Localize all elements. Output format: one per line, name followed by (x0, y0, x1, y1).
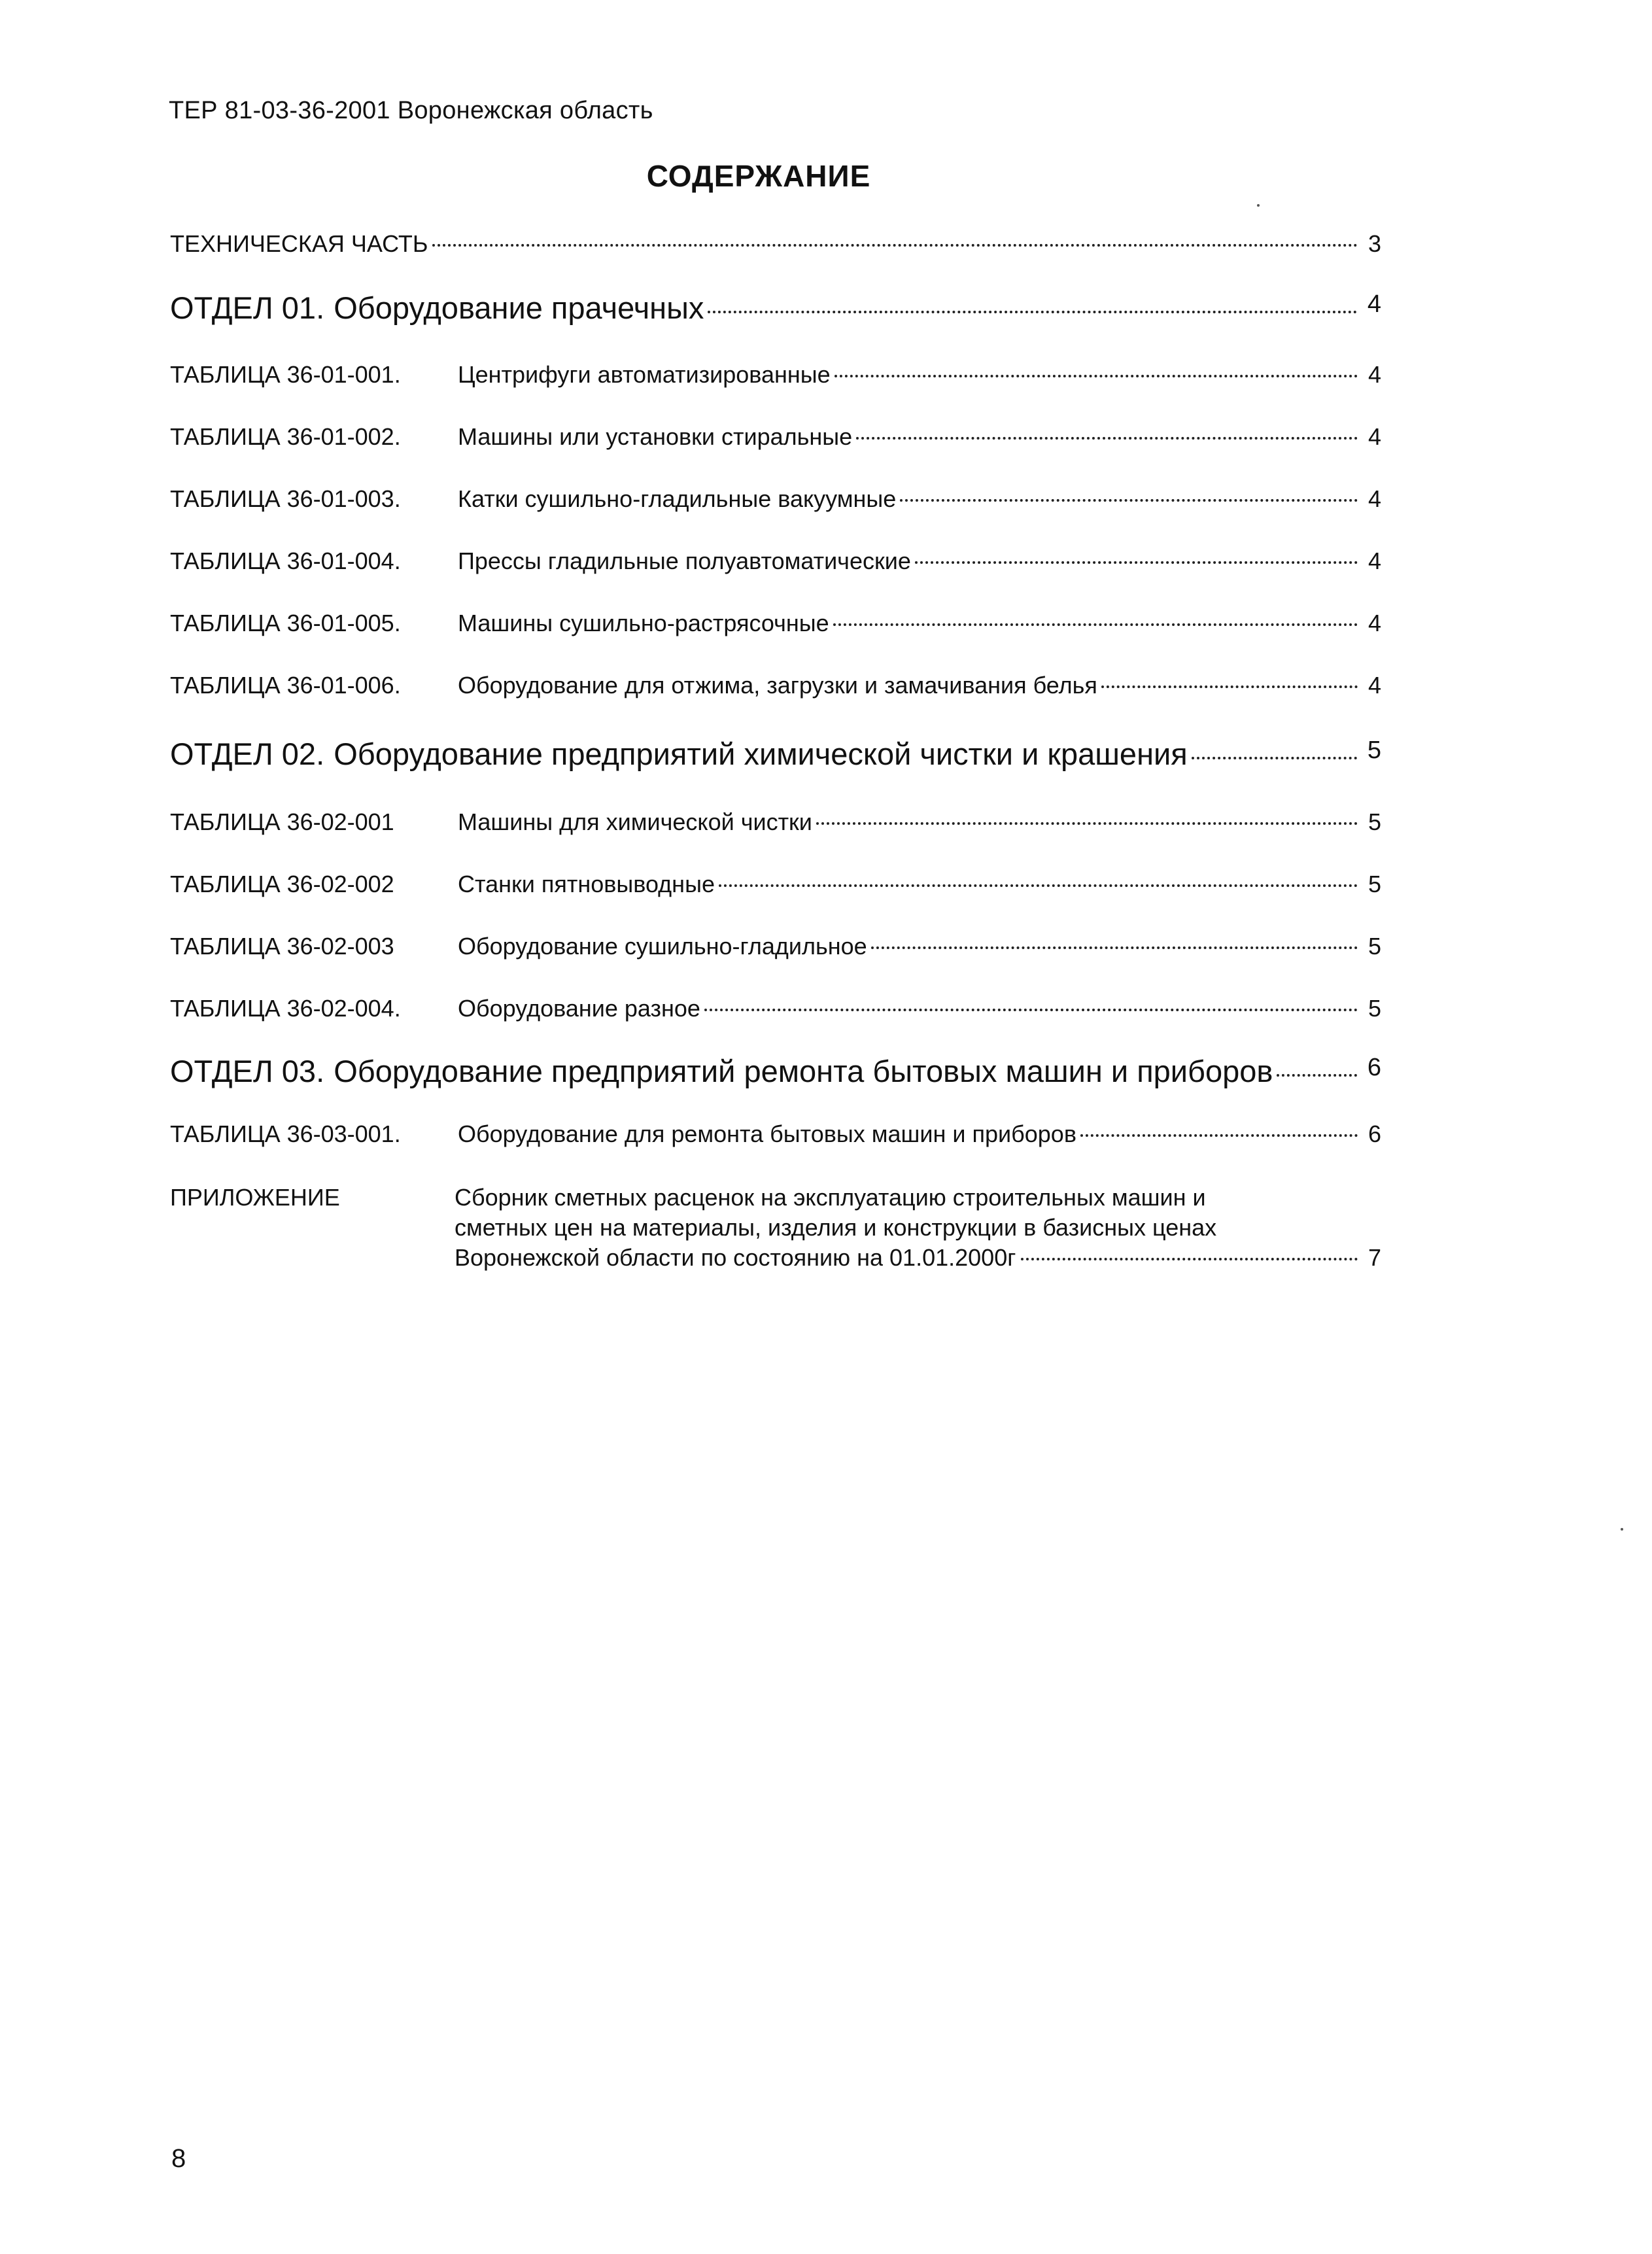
toc-entry-name: Прессы гладильные полуавтоматические (458, 547, 911, 574)
toc-entry-36-02-003[interactable] (170, 933, 1381, 960)
scan-speck (1257, 204, 1260, 207)
toc-table-code: ТАБЛИЦА 36-01-003. (170, 485, 401, 512)
toc-entry-technical-part[interactable] (170, 230, 1381, 258)
toc-entry-name: Катки сушильно-гладильные вакуумные (458, 485, 897, 512)
dot-leader (833, 623, 1358, 626)
toc-entry-page: 5 (1368, 871, 1381, 897)
toc-entry-name: Машины или установки стиральные (458, 423, 853, 450)
toc-entry-page: 5 (1368, 808, 1381, 835)
toc-entry-page: 4 (1368, 423, 1381, 450)
toc-appendix[interactable] (170, 1183, 1381, 1273)
toc-entry-page: 4 (1367, 290, 1381, 318)
toc-table-code: ТАБЛИЦА 36-02-002 (170, 871, 394, 897)
toc-entry-name: Оборудование разное (458, 995, 700, 1022)
toc-entry-page: 4 (1368, 485, 1381, 512)
toc-entry-page: 3 (1368, 230, 1381, 257)
dot-leader (719, 884, 1358, 887)
toc-entry-name: Оборудование для ремонта бытовых машин и приборов (458, 1120, 1076, 1147)
toc-entry-36-01-005[interactable] (170, 610, 1381, 637)
toc-table-code: ТАБЛИЦА 36-02-003 (170, 933, 394, 960)
dot-leader (432, 244, 1358, 247)
toc-entry-name: Станки пятновыводные (458, 871, 715, 897)
toc-section-03[interactable] (170, 1053, 1381, 1089)
toc-table-code: ТАБЛИЦА 36-01-005. (170, 610, 401, 636)
dot-leader (704, 1009, 1358, 1011)
toc-table-code: ТАБЛИЦА 36-02-001 (170, 808, 394, 835)
appendix-last-line (455, 1243, 1381, 1273)
toc-entry-name: Машины сушильно-растрясочные (458, 610, 829, 636)
toc-entry-36-03-001[interactable] (170, 1120, 1381, 1148)
toc-entry-name: Оборудование сушильно-гладильное (458, 933, 867, 960)
page-number: 8 (171, 2144, 186, 2173)
dot-leader (835, 375, 1358, 377)
appendix-label: ПРИЛОЖЕНИЕ (170, 1184, 340, 1211)
dot-leader (915, 561, 1358, 564)
dot-leader (708, 311, 1356, 313)
toc-section-code: ОТДЕЛ 02. (170, 737, 325, 771)
toc-entry-36-01-001[interactable] (170, 361, 1381, 389)
toc-section-01[interactable] (170, 290, 1381, 326)
toc-entry-page: 4 (1368, 610, 1381, 636)
toc-entry-page: 4 (1368, 547, 1381, 574)
toc-entry-name: Оборудование предприятий химической чистки и крашения (334, 737, 1188, 771)
toc-entry-page: 6 (1367, 1054, 1381, 1081)
appendix-line: сметных цен на материалы, изделия и конструкции в базисных ценах (455, 1214, 1217, 1241)
toc-entry-name: ТЕХНИЧЕСКАЯ ЧАСТЬ (170, 230, 428, 257)
toc-entry-36-01-003[interactable] (170, 485, 1381, 513)
toc-entry-36-02-004[interactable] (170, 995, 1381, 1022)
dot-leader (816, 822, 1358, 825)
toc-entry-page: 5 (1368, 933, 1381, 960)
dot-leader (1277, 1074, 1357, 1077)
toc-entry-page: 4 (1368, 672, 1381, 699)
toc-table-code: ТАБЛИЦА 36-01-006. (170, 672, 401, 699)
dot-leader (900, 499, 1358, 502)
toc-entry-name: Оборудование предприятий ремонта бытовых машин и приборов (334, 1054, 1273, 1088)
dot-leader (1080, 1134, 1358, 1137)
toc-entry-page: 4 (1368, 361, 1381, 388)
toc-table-code: ТАБЛИЦА 36-01-001. (170, 361, 401, 388)
toc-entry-page: 6 (1368, 1120, 1381, 1147)
toc-entry-36-01-004[interactable] (170, 547, 1381, 575)
page-title: СОДЕРЖАНИЕ (646, 159, 871, 193)
dot-leader (1021, 1258, 1358, 1260)
toc-section-code: ОТДЕЛ 03. (170, 1054, 325, 1088)
toc-entry-36-02-001[interactable] (170, 808, 1381, 836)
dot-leader (1192, 757, 1357, 759)
toc-entry-name: Центрифуги автоматизированные (458, 361, 831, 388)
toc-entry-page: 5 (1367, 737, 1381, 764)
dot-leader (871, 946, 1358, 949)
scan-speck (1621, 1528, 1623, 1531)
toc-table-code: ТАБЛИЦА 36-01-002. (170, 423, 401, 450)
appendix-page: 7 (1368, 1244, 1381, 1271)
toc-table-code: ТАБЛИЦА 36-01-004. (170, 547, 401, 574)
document-header: ТЕР 81-03-36-2001 Воронежская область (169, 97, 653, 124)
appendix-line: Сборник сметных расценок на эксплуатацию строительных машин и (455, 1184, 1206, 1211)
toc-entry-name: Оборудование прачечных (334, 290, 704, 325)
toc-entry-name: Машины для химической чистки (458, 808, 812, 835)
toc-section-code: ОТДЕЛ 01. (170, 290, 325, 325)
toc-entry-36-01-002[interactable] (170, 423, 1381, 451)
dot-leader (856, 437, 1358, 440)
toc-entry-36-02-002[interactable] (170, 871, 1381, 898)
toc-table-code: ТАБЛИЦА 36-03-001. (170, 1120, 401, 1147)
toc-entry-name: Оборудование для отжима, загрузки и замачивания белья (458, 672, 1097, 699)
dot-leader (1101, 685, 1358, 688)
appendix-description (455, 1183, 1381, 1273)
toc-entry-36-01-006[interactable] (170, 672, 1381, 699)
toc-section-02[interactable] (170, 736, 1381, 772)
appendix-line: Воронежской области по состоянию на 01.01.2000г (455, 1244, 1016, 1271)
toc-table-code: ТАБЛИЦА 36-02-004. (170, 995, 401, 1022)
toc-entry-page: 5 (1368, 995, 1381, 1022)
